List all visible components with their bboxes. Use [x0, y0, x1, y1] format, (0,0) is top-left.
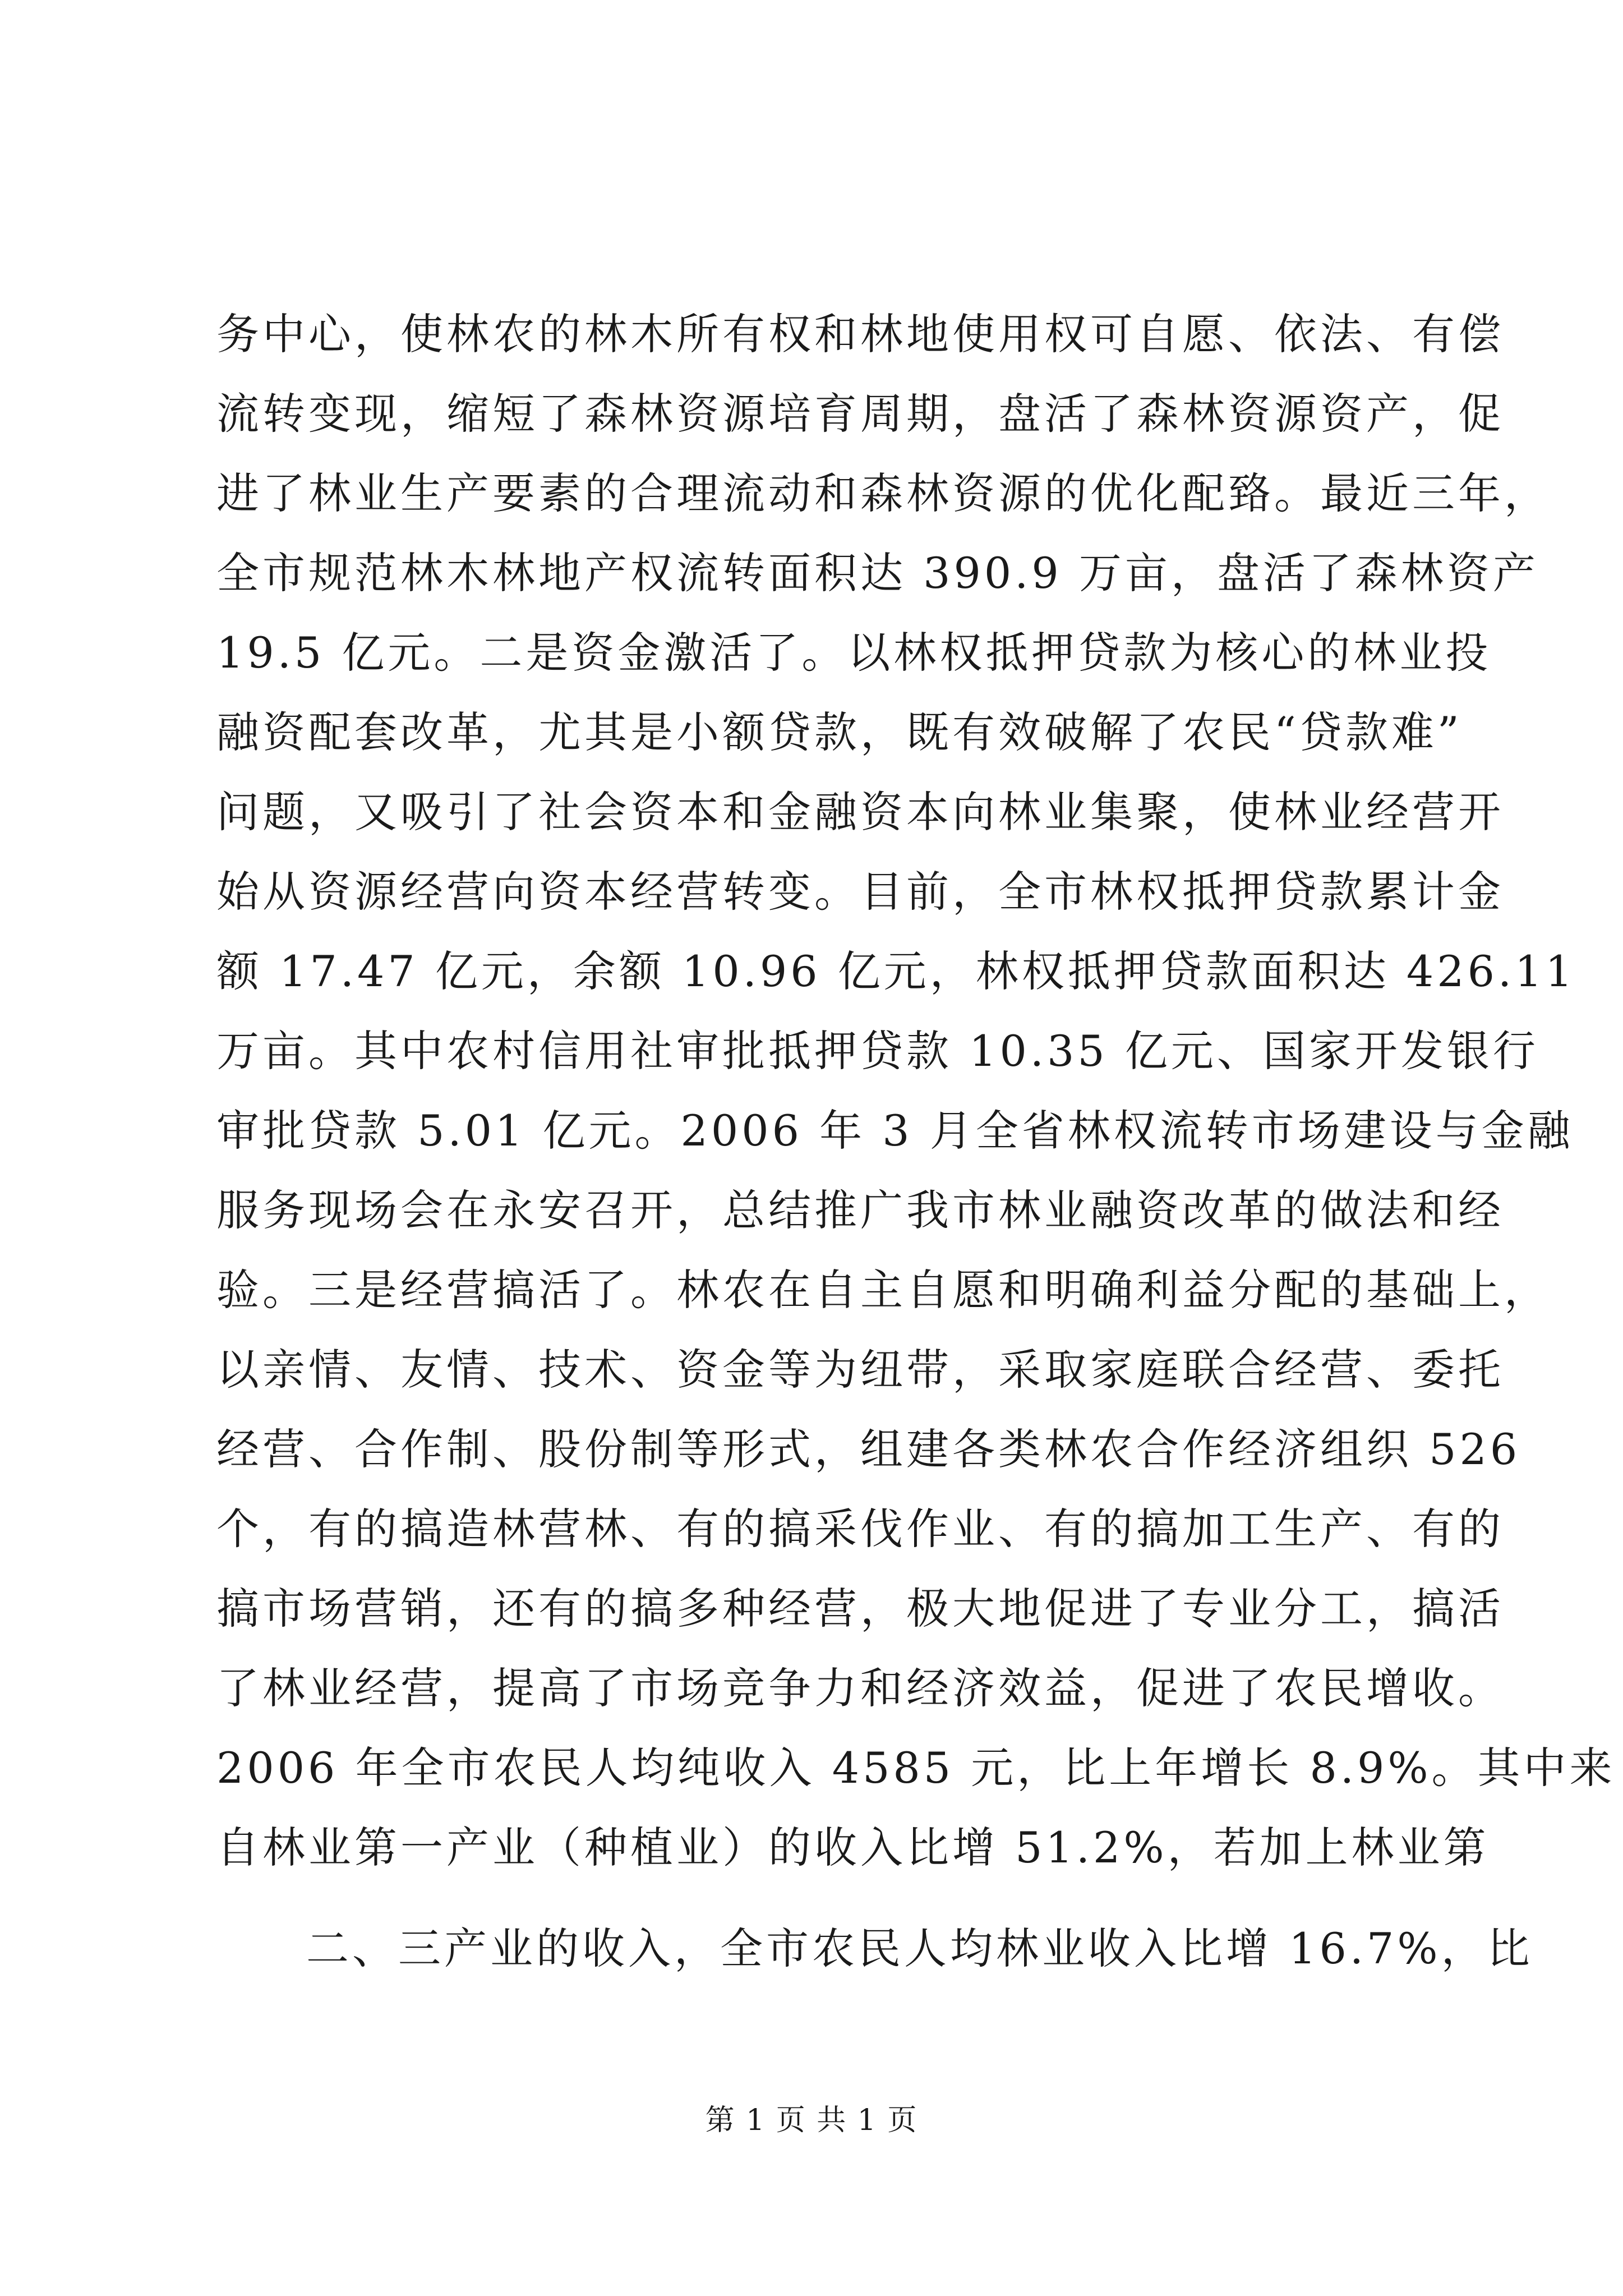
text-line: 验。三是经营搞活了。林农在自主自愿和明确利益分配的基础上，	[216, 1265, 1550, 1315]
text-line: 以亲情、友情、技术、资金等为纽带，采取家庭联合经营、委托	[216, 1345, 1504, 1395]
text-line: 问题，又吸引了社会资本和金融资本向林业集聚，使林业经营开	[216, 787, 1504, 837]
text-line: 搞市场营销，还有的搞多种经营，极大地促进了专业分工，搞活	[216, 1584, 1504, 1634]
paragraph-start-line: 二、三产业的收入，全市农民人均林业收入比增 16.7%，比	[306, 1924, 1533, 1973]
text-line: 融资配套改革，尤其是小额贷款，既有效破解了农民“贷款难”	[216, 707, 1463, 757]
text-line: 流转变现，缩短了森林资源培育周期，盘活了森林资源资产，促	[216, 389, 1504, 439]
page-footer	[0, 2098, 1623, 2143]
text-line: 自林业第一产业（种植业）的收入比增 51.2%，若加上林业第	[216, 1823, 1490, 1872]
text-line: 个，有的搞造林营林、有的搞采伐作业、有的搞加工生产、有的	[216, 1504, 1504, 1554]
text-line: 进了林业生产要素的合理流动和森林资源的优化配臵。最近三年，	[216, 468, 1550, 518]
text-line: 了林业经营，提高了市场竞争力和经济效益，促进了农民增收。	[216, 1663, 1504, 1713]
text-line: 全市规范林木林地产权流转面积达 390.9 万亩，盘活了森林资产	[216, 548, 1539, 598]
text-line: 务中心，使林农的林木所有权和林地使用权可自愿、依法、有偿	[216, 309, 1504, 359]
document-body	[216, 295, 1616, 1989]
text-line: 经营、合作制、股份制等形式，组建各类林农合作经济组织 526	[216, 1424, 1521, 1474]
text-line: 服务现场会在永安召开，总结推广我市林业融资改革的做法和经	[216, 1185, 1504, 1235]
page-number: 第 1 页 共 1 页	[705, 2104, 918, 2137]
text-line: 始从资源经营向资本经营转变。目前，全市林权抵押贷款累计金	[216, 867, 1504, 917]
text-line: 审批贷款 5.01 亿元。2006 年 3 月全省林权流转市场建设与金融	[216, 1106, 1574, 1156]
text-line: 万亩。其中农村信用社审批抵押贷款 10.35 亿元、国家开发银行	[216, 1026, 1539, 1076]
text-line: 额 17.47 亿元，余额 10.96 亿元，林权抵押贷款面积达 426.11	[216, 946, 1576, 996]
text-line: 19.5 亿元。二是资金激活了。以林权抵押贷款为核心的林业投	[216, 628, 1492, 678]
text-line: 2006 年全市农民人均纯收入 4585 元，比上年增长 8.9%。其中来	[216, 1743, 1616, 1793]
